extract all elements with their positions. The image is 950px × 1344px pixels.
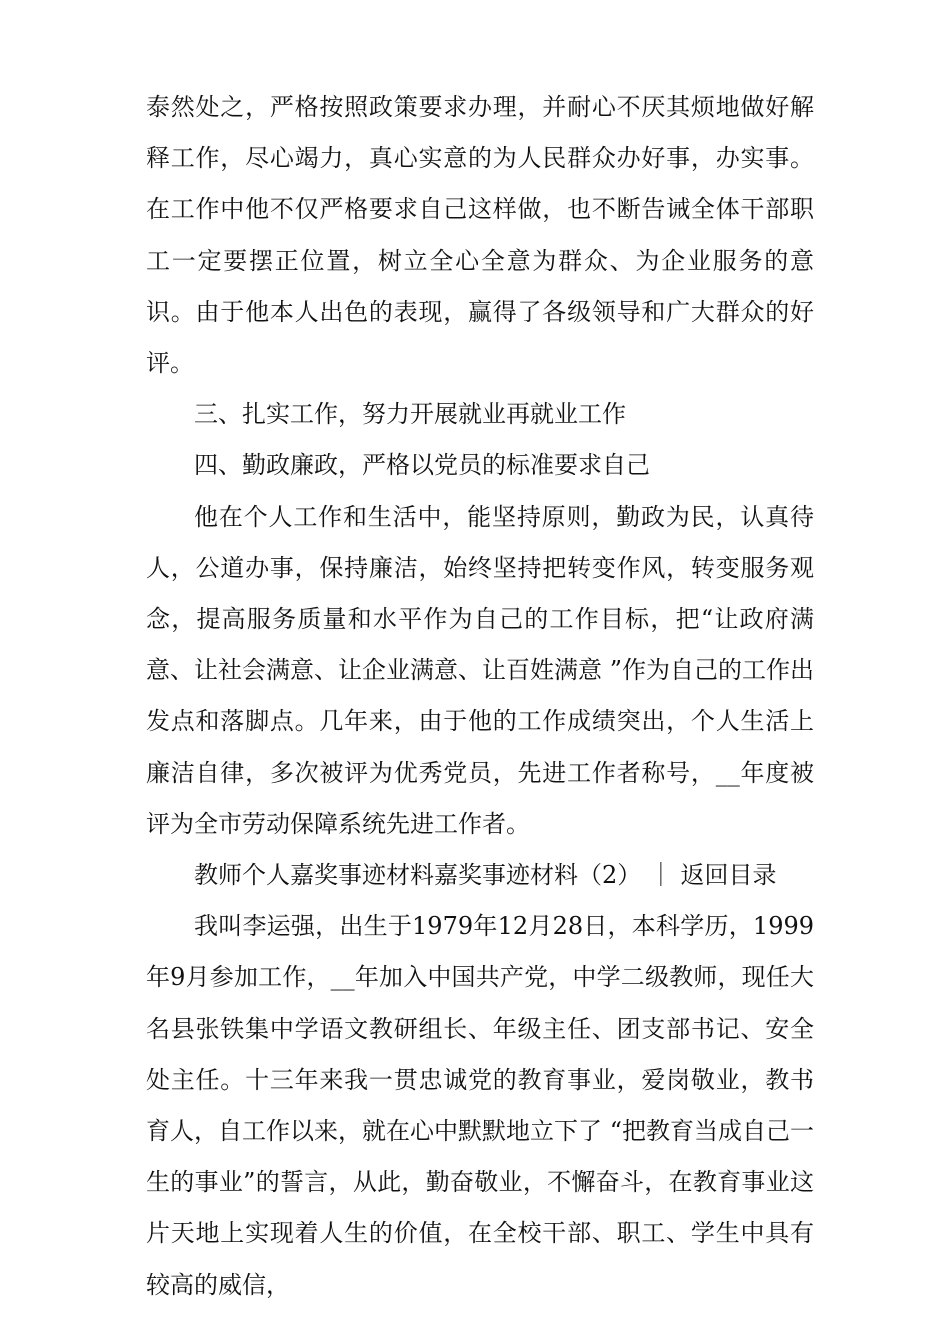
paragraph-integrity: 他在个人工作和生活中，能坚持原则，勤政为民，认真待人，公道办事，保持廉洁，始终坚持把转变作风，转变服务观念，提高服务质量和水平作为自己的工作目标，把“让政府满意、让社会满意、让企业满意、让百姓满意 ”作为自己的工作出发点和落脚点。几年来，由于他的工作成绩突出，个人生活上廉洁自律，多次被评为优秀党员，先进工作者称号，__年度被评为全市劳动保障系统先进工作者。 (146, 502, 814, 838)
back-to-toc-link[interactable]: 返回目录 (680, 861, 777, 890)
paragraph-continuation: 泰然处之，严格按照政策要求办理，并耐心不厌其烦地做好解释工作，尽心竭力，真心实意的为人民群众办好事，办实事。在工作中他不仅严格要求自己这样做，也不断告诫全体干部职工一定要摆正位置，树立全心全意为群众、为企业服务的意识。由于他本人出色的表现，赢得了各级领导和广大群众的好评。 (146, 93, 814, 378)
section-title-line (146, 850, 814, 901)
paragraph-self-introduction: 我叫李运强，出生于1979年12月28日，本科学历，1999年9月参加工作，__年加入中国共产党，中学二级教师，现任大名县张铁集中学语文教研组长、年级主任、团支部书记、安全处主任。十三年来我一贯忠诚党的教育事业，爱岗敬业，教书育人，自工作以来，就在心中默默地立下了 “把教育当成自己一生的事业”的誓言，从此，勤奋敬业，不懈奋斗，在教育事业这片天地上实现着人生的价值，在全校干部、职工、学生中具有较高的威信， (146, 912, 814, 1299)
section-heading-three: 三、扎实工作，努力开展就业再就业工作 (194, 400, 626, 429)
section-title: 教师个人嘉奖事迹材料嘉奖事迹材料（2） (194, 861, 642, 890)
section-heading-four: 四、勤政廉政，严格以党员的标准要求自己 (194, 451, 650, 480)
title-separator: ｜ (641, 861, 681, 890)
document-body (146, 82, 814, 1311)
